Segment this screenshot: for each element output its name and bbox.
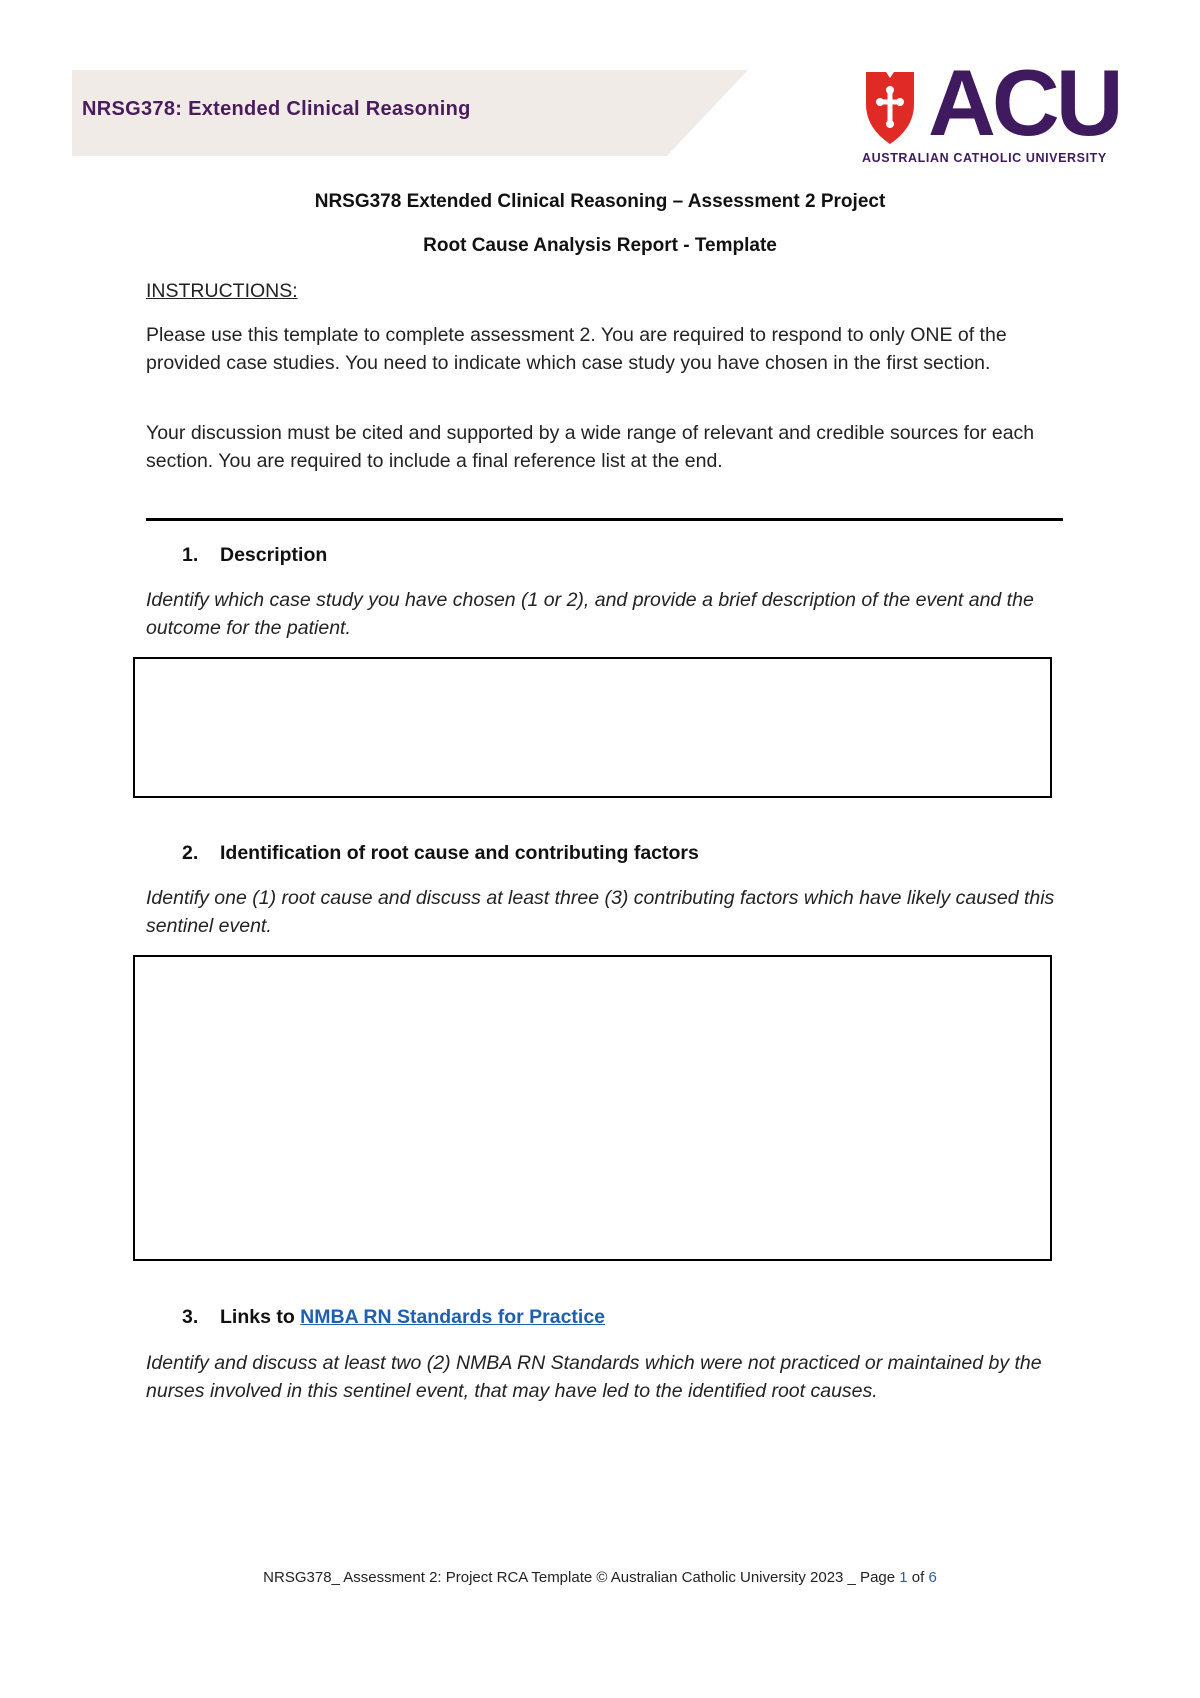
section-1-heading xyxy=(182,544,327,567)
instructions-paragraph-1: Please use this template to complete assessment 2. You are required to respond to only ONE of the provided case studies. You need to indicate which case study you have chosen in the first section. xyxy=(146,324,1007,374)
section-1-prompt: Identify which case study you have chosen (1 or 2), and provide a brief description of the event and the outcome for the patient. xyxy=(146,589,1034,639)
section-3-number: 3. xyxy=(182,1306,199,1328)
section-2-heading xyxy=(182,842,699,865)
logo-wordmark: ACU xyxy=(928,50,1120,155)
section-1-answer-box[interactable] xyxy=(133,657,1052,798)
section-3-heading xyxy=(182,1306,605,1329)
logo-subtitle: AUSTRALIAN CATHOLIC UNIVERSITY xyxy=(862,151,1107,165)
section-1-title: Description xyxy=(220,544,328,566)
page-footer xyxy=(0,1569,1200,1586)
horizontal-rule xyxy=(146,518,1063,521)
document-title: NRSG378 Extended Clinical Reasoning – Assessment 2 Project xyxy=(314,191,886,212)
instructions-paragraph-2: Your discussion must be cited and supported by a wide range of relevant and credible sources for each section. You are required to include a final reference list at the end. xyxy=(146,422,1035,472)
section-3-title-prefix: Links to xyxy=(220,1306,301,1328)
section-1-number: 1. xyxy=(182,544,199,566)
section-2-prompt: Identify one (1) root cause and discuss at least three (3) contributing factors which have likely caused this sentinel event. xyxy=(146,887,1055,937)
section-2-title: Identification of root cause and contributing factors xyxy=(220,842,699,864)
section-2-answer-box[interactable] xyxy=(133,955,1052,1261)
footer-text: NRSG378_ Assessment 2: Project RCA Template © Australian Catholic University 2023 _ Page xyxy=(263,1569,900,1586)
nmba-standards-link[interactable]: NMBA RN Standards for Practice xyxy=(300,1306,606,1328)
instructions-label: INSTRUCTIONS: xyxy=(146,280,298,302)
section-3-prompt: Identify and discuss at least two (2) NMBA RN Standards which were not practiced or maintained by the nurses involved in this sentinel event, that may have led to the identified root causes. xyxy=(146,1352,1042,1402)
document-subtitle: Root Cause Analysis Report - Template xyxy=(423,235,777,256)
course-title: NRSG378: Extended Clinical Reasoning xyxy=(82,98,471,120)
page-current: 1 xyxy=(899,1569,908,1586)
page-total: 6 xyxy=(928,1569,937,1586)
page-of: of xyxy=(907,1569,929,1586)
section-2-number: 2. xyxy=(182,842,199,864)
